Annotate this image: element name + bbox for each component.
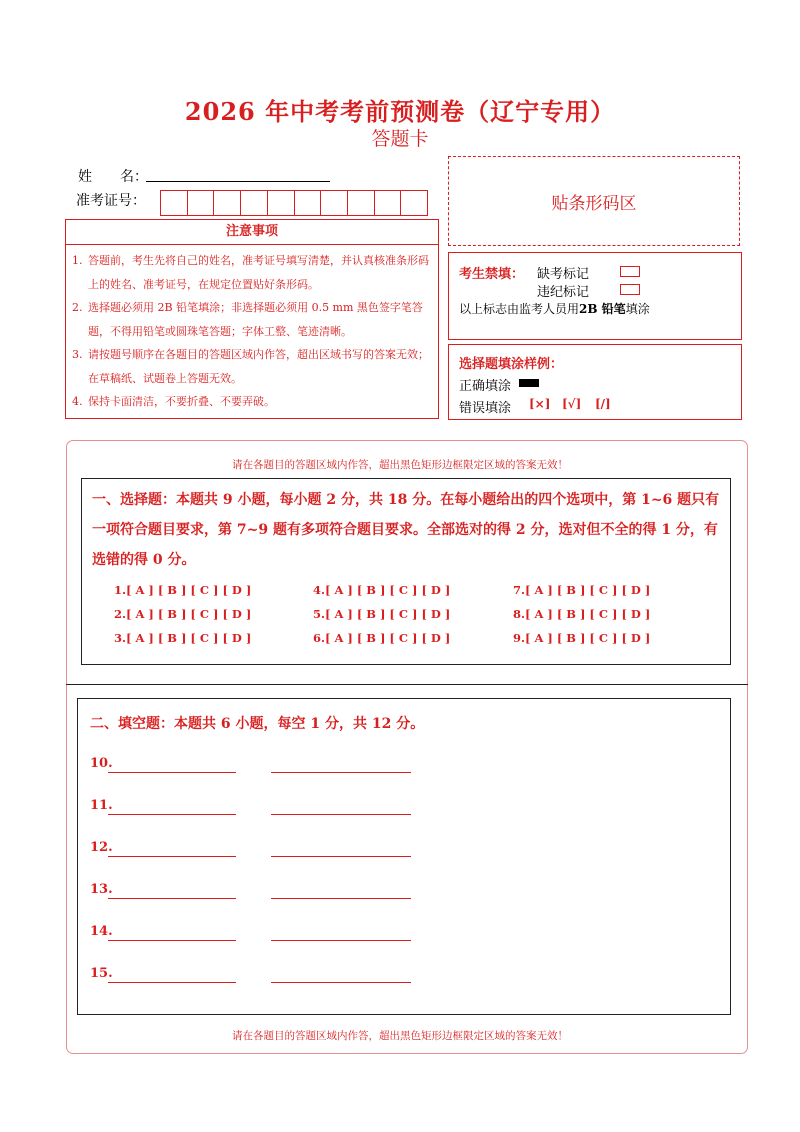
fill-sample-heading: 选择题填涂样例： [459, 357, 564, 372]
notice-box [65, 219, 439, 419]
fill-answer-line[interactable] [108, 898, 236, 899]
notice-item-number: 3. [72, 348, 83, 361]
fill-sample-box [448, 344, 742, 420]
fill-question-number: 14. [90, 924, 113, 939]
wrong-fill-mark: [×] [529, 397, 551, 411]
notice-item-text: 请按题号顺序在各题目的答题区域内作答，超出区域书写的答案无效；在草稿纸、试题卷上答题无效。 [88, 348, 429, 385]
choice-question[interactable]: 1.[ A ] [ B ] [ C ] [ D ] [114, 583, 252, 597]
id-digit-box[interactable] [295, 191, 322, 215]
fill-question-number: 15. [90, 966, 113, 981]
notice-item-number: 1. [72, 254, 83, 267]
section-divider [66, 684, 748, 685]
correct-fill-label: 正确填涂 [459, 379, 512, 394]
id-number-boxes[interactable] [160, 190, 428, 216]
forbid-note-bold: 2B 铅笔 [579, 302, 626, 316]
barcode-label: 贴条形码区 [551, 193, 637, 214]
id-label: 准考证号： [76, 193, 146, 209]
fill-question-number: 12. [90, 840, 113, 855]
fill-answer-line[interactable] [271, 982, 411, 983]
fill-question-number: 13. [90, 882, 113, 897]
wrong-fill-label: 错误填涂 [459, 401, 512, 416]
choice-section [81, 478, 731, 665]
id-digit-box[interactable] [348, 191, 375, 215]
correct-fill-mark [519, 379, 539, 387]
choice-question[interactable]: 9.[ A ] [ B ] [ C ] [ D ] [513, 631, 651, 645]
choice-question[interactable]: 8.[ A ] [ B ] [ C ] [ D ] [513, 607, 651, 621]
fill-answer-line[interactable] [108, 856, 236, 857]
fill-answer-line[interactable] [271, 856, 411, 857]
fill-answer-line[interactable] [271, 898, 411, 899]
page-title: 2026 年中考考前预测卷（辽宁专用） [184, 97, 616, 126]
page-subtitle: 答题卡 [371, 128, 429, 150]
forbid-note [459, 300, 650, 317]
choice-question[interactable]: 6.[ A ] [ B ] [ C ] [ D ] [313, 631, 451, 645]
warning-bottom: 请在各题目的答题区域内作答，超出黑色矩形边框限定区域的答案无效！ [232, 1030, 568, 1042]
fill-question-number: 11. [90, 798, 113, 813]
fill-section [77, 698, 731, 1015]
notice-list [66, 245, 438, 414]
id-digit-box[interactable] [214, 191, 241, 215]
fill-answer-line[interactable] [108, 940, 236, 941]
name-label: 姓 名： [78, 169, 148, 185]
id-digit-box[interactable] [268, 191, 295, 215]
fill-answer-line[interactable] [271, 814, 411, 815]
id-digit-box[interactable] [188, 191, 215, 215]
notice-heading: 注意事项 [66, 220, 438, 245]
choice-question[interactable]: 5.[ A ] [ B ] [ C ] [ D ] [313, 607, 451, 621]
choice-question[interactable]: 4.[ A ] [ B ] [ C ] [ D ] [313, 583, 451, 597]
choice-question[interactable]: 7.[ A ] [ B ] [ C ] [ D ] [513, 583, 651, 597]
id-digit-box[interactable] [401, 191, 427, 215]
fill-answer-line[interactable] [108, 982, 236, 983]
fill-question-number: 10. [90, 756, 113, 771]
forbid-note-suffix: 填涂 [625, 302, 650, 316]
notice-item [72, 343, 430, 390]
absent-mark-box[interactable] [620, 266, 640, 277]
fill-answer-line[interactable] [271, 940, 411, 941]
forbid-label: 考生禁填： [459, 267, 525, 282]
violation-mark-box[interactable] [620, 284, 640, 295]
violation-mark-label: 违纪标记 [537, 285, 590, 300]
absent-mark-label: 缺考标记 [537, 267, 590, 282]
fill-answer-line[interactable] [271, 772, 411, 773]
barcode-area [448, 156, 740, 246]
examiner-only-box [448, 252, 742, 340]
wrong-fill-mark: [√] [562, 397, 582, 411]
id-digit-box[interactable] [321, 191, 348, 215]
name-input-line[interactable] [146, 180, 330, 182]
id-digit-box[interactable] [161, 191, 188, 215]
notice-item-text: 选择题必须用 2B 铅笔填涂；非选择题必须用 0.5 mm 黑色签字笔答题，不得用铅笔或圆珠笔答题；字体工整、笔迹清晰。 [88, 301, 423, 338]
notice-item-text: 保持卡面清洁，不要折叠、不要弄破。 [88, 395, 275, 408]
notice-item [72, 390, 430, 414]
wrong-fill-mark: [/] [595, 397, 611, 411]
notice-item [72, 296, 430, 343]
notice-item-number: 2. [72, 301, 83, 314]
fill-answer-line[interactable] [108, 814, 236, 815]
fill-section-heading: 二、填空题：本题共 6 小题，每空 1 分，共 12 分。 [90, 716, 425, 732]
choice-question[interactable]: 3.[ A ] [ B ] [ C ] [ D ] [114, 631, 252, 645]
notice-item [72, 249, 430, 296]
forbid-note-prefix: 以上标志由监考人员用 [459, 302, 580, 316]
notice-item-text: 答题前，考生先将自己的姓名，准考证号填写清楚，并认真核准条形码上的姓名、准考证号，在规定位置贴好条形码。 [88, 254, 429, 291]
fill-answer-line[interactable] [108, 772, 236, 773]
choice-section-heading: 一、选择题：本题共 9 小题，每小题 2 分，共 18 分。在每小题给出的四个选项中，第 1~6 题只有一项符合题目要求，第 7~9 题有多项符合题目要求。全部选对的得 2 分，选对但不全的得 1 分，有选错的得 0 分。 [92, 492, 720, 568]
id-digit-box[interactable] [241, 191, 268, 215]
warning-top: 请在各题目的答题区域内作答，超出黑色矩形边框限定区域的答案无效！ [232, 459, 568, 471]
choice-question[interactable]: 2.[ A ] [ B ] [ C ] [ D ] [114, 607, 252, 621]
id-digit-box[interactable] [375, 191, 402, 215]
notice-item-number: 4. [72, 395, 83, 408]
